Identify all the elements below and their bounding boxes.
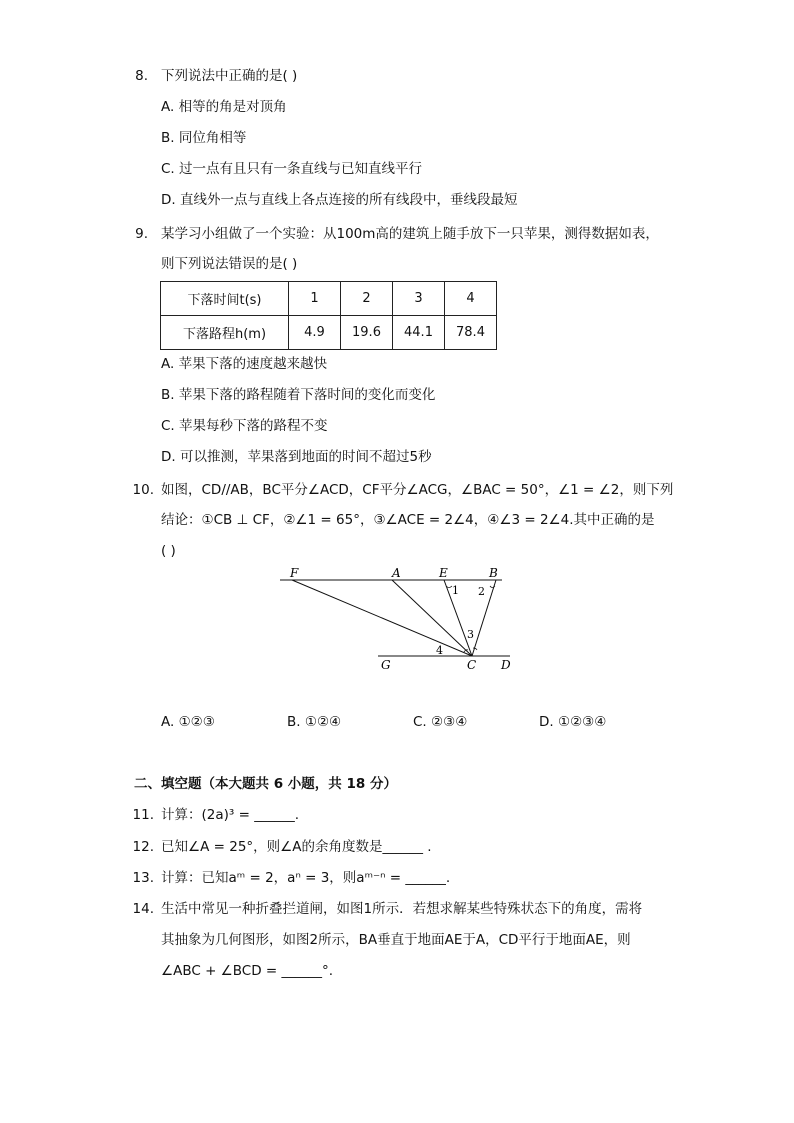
q12-number: 12. [132,839,154,855]
q12-text: 已知∠A = 25°，则∠A的余角度数是______ . [161,839,432,855]
q8-option-a: A. 相等的角是对顶角 [161,99,287,115]
table-cell: 78.4 [445,316,497,350]
table-cell: 3 [393,282,445,316]
q11-text: 计算：(2a)³ = ______. [161,807,299,823]
q8-stem: 下列说法中正确的是( ) [161,68,298,84]
point-label-e: E [439,566,448,580]
q11-number: 11. [132,807,154,823]
point-label-d: D [501,658,511,672]
angle-label-1: 1 [452,584,459,597]
table-row [161,282,497,316]
table-header-time: 下落时间t(s) [161,282,289,316]
q9-number: 9. [135,226,148,242]
table-cell: 4 [445,282,497,316]
q10-option-a: A. ①②③ [161,714,215,730]
table-cell: 4.9 [289,316,341,350]
q9-option-d: D. 可以推测，苹果落到地面的时间不超过5秒 [161,449,432,465]
point-label-b: B [489,566,498,580]
q10-geometry-figure [270,562,520,677]
table-cell: 19.6 [341,316,393,350]
point-label-f: F [290,566,299,580]
q8-option-b: B. 同位角相等 [161,130,247,146]
angle-label-2: 2 [478,585,485,598]
q10-option-c: C. ②③④ [413,714,468,730]
table-row [161,316,497,350]
q8-number: 8. [135,68,148,84]
q10-option-d: D. ①②③④ [539,714,607,730]
q8-option-c: C. 过一点有且只有一条直线与已知直线平行 [161,161,423,177]
q10-option-b: B. ①②④ [287,714,342,730]
section-title: 二、填空题（本大题共 6 小题，共 18 分） [134,776,397,792]
table-cell: 1 [289,282,341,316]
q14-line2: 其抽象为几何图形，如图2所示，BA垂直于地面AE于A，CD平行于地面AE，则 [161,932,631,948]
q9-option-a: A. 苹果下落的速度越来越快 [161,356,328,372]
q14-line1: 生活中常见一种折叠拦道闸，如图1所示．若想求解某些特殊状态下的角度，需将 [161,901,643,917]
q9-stem-line2: 则下列说法错误的是( ) [161,256,298,272]
q10-stem-line2: 结论：①CB ⊥ CF，②∠1 = 65°，③∠ACE = 2∠4，④∠3 = 2∠4.其中正确的是 [161,512,655,528]
table-cell: 2 [341,282,393,316]
q14-line3: ∠ABC + ∠BCD = ______°. [161,963,334,979]
q9-option-c: C. 苹果每秒下落的路程不变 [161,418,328,434]
point-label-a: A [392,566,401,580]
table-cell: 44.1 [393,316,445,350]
angle-label-4: 4 [436,644,443,657]
q14-number: 14. [132,901,154,917]
point-label-g: G [381,658,391,672]
q13-number: 13. [132,870,154,886]
q10-stem-line3: ( ) [161,543,176,559]
q13-text: 计算：已知aᵐ = 2，aⁿ = 3，则aᵐ⁻ⁿ = ______. [161,870,451,886]
q9-stem-line1: 某学习小组做了一个实验：从100m高的建筑上随手放下一只苹果，测得数据如表， [161,226,659,242]
table-header-distance: 下落路程h(m) [161,316,289,350]
point-label-c: C [467,658,477,672]
q10-stem-line1: 如图，CD//AB，BC平分∠ACD，CF平分∠ACG，∠BAC = 50°，∠1 = ∠2，则下列 [161,482,674,498]
q9-data-table [160,281,497,350]
angle-label-3: 3 [467,628,474,641]
q9-option-b: B. 苹果下落的路程随着下落时间的变化而变化 [161,387,436,403]
q8-option-d: D. 直线外一点与直线上各点连接的所有线段中，垂线段最短 [161,192,518,208]
q10-number: 10. [132,482,154,498]
